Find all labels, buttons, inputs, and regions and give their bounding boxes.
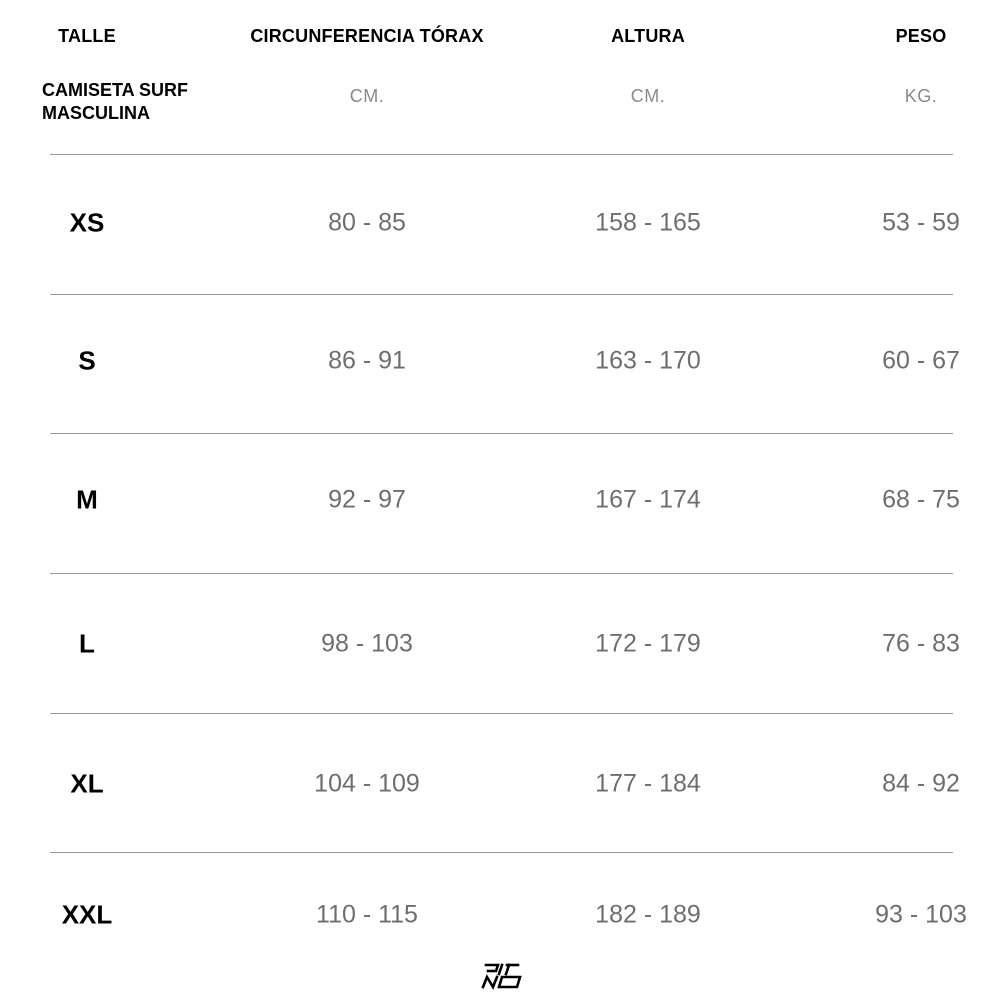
chest-cell: 86 - 91 [328, 346, 406, 375]
row-divider [50, 713, 953, 714]
weight-cell: 76 - 83 [882, 629, 960, 658]
chest-cell: 80 - 85 [328, 208, 406, 237]
height-cell: 172 - 179 [595, 629, 701, 658]
height-cell: 158 - 165 [595, 208, 701, 237]
row-divider [50, 154, 953, 155]
chest-cell: 98 - 103 [321, 629, 413, 658]
size-cell: L [79, 628, 95, 659]
garment-label: CAMISETA SURF MASCULINA [42, 80, 188, 123]
weight-cell: 68 - 75 [882, 485, 960, 514]
size-cell: XS [69, 207, 105, 238]
chest-cell: 104 - 109 [314, 769, 420, 798]
size-cell: M [76, 484, 98, 515]
weight-cell: 60 - 67 [882, 346, 960, 375]
weight-cell: 84 - 92 [882, 769, 960, 798]
chest-cell: 110 - 115 [316, 900, 418, 929]
brand-logo-icon [480, 962, 524, 990]
row-divider [50, 852, 953, 853]
height-cell: 167 - 174 [595, 485, 701, 514]
row-divider [50, 573, 953, 574]
height-cell: 182 - 189 [595, 900, 701, 929]
unit-height: CM. [630, 86, 666, 106]
row-divider [50, 433, 953, 434]
height-cell: 177 - 184 [595, 769, 701, 798]
header-weight: PESO [895, 26, 947, 46]
size-cell: S [78, 345, 96, 376]
chest-cell: 92 - 97 [328, 485, 406, 514]
row-divider [50, 294, 953, 295]
size-cell: XXL [61, 899, 113, 930]
height-cell: 163 - 170 [595, 346, 701, 375]
weight-cell: 93 - 103 [875, 900, 967, 929]
header-chest: CIRCUNFERENCIA TÓRAX [250, 26, 484, 46]
unit-chest: CM. [349, 86, 385, 106]
unit-weight: KG. [904, 86, 938, 106]
weight-cell: 53 - 59 [882, 208, 960, 237]
size-cell: XL [70, 768, 104, 799]
header-size: TALLE [58, 26, 116, 46]
header-height: ALTURA [611, 26, 685, 46]
